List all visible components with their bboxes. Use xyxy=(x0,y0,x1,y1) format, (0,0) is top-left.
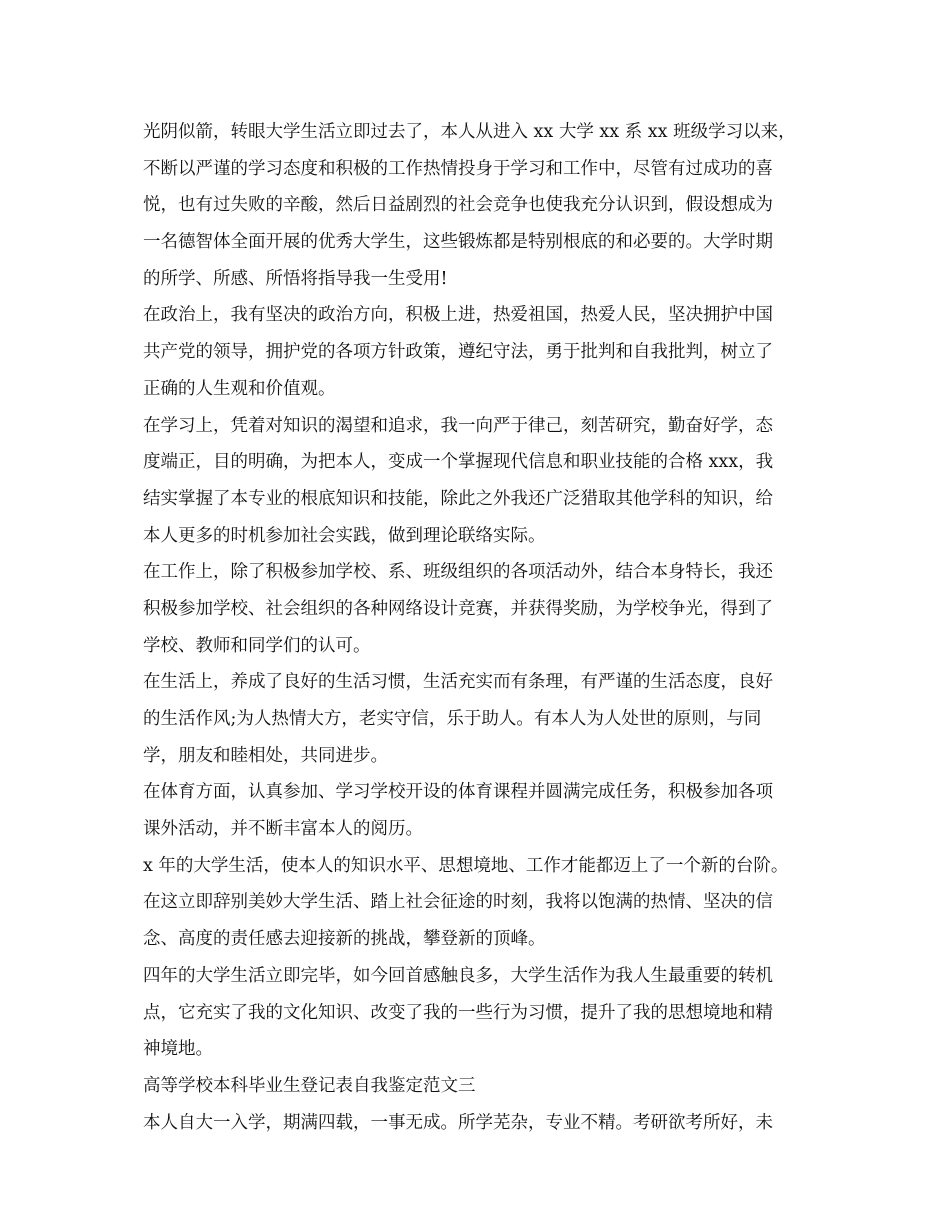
text-line: 度端正，目的明确，为把本人，变成一个掌握现代信息和职业技能的合格 xxx，我 xyxy=(143,452,774,473)
text-line: 念、高度的责任感去迎接新的挑战，攀登新的顶峰。 xyxy=(143,929,546,950)
text-line: 课外活动，并不断丰富本人的阅历。 xyxy=(143,819,423,840)
text-line: 光阴似箭，转眼大学生活立即过去了，本人从进入 xx 大学 xx 系 xx 班级学习以来， xyxy=(143,122,796,142)
text-line: x 年的大学生活，使本人的知识水平、思想境地、工作才能都迈上了一个新的台阶。 xyxy=(143,855,789,876)
text-line: 共产党的领导，拥护党的各项方针政策，遵纪守法，勇于批判和自我批判，树立了 xyxy=(143,342,773,363)
text-line: 结实掌握了本专业的根底知识和技能，除此之外我还广泛猎取其他学科的知识，给 xyxy=(143,488,773,509)
document-body xyxy=(143,114,833,1141)
text-line: 学，朋友和睦相处，共同进步。 xyxy=(143,745,388,766)
text-line: 在政治上，我有坚决的政治方向，积极上进，热爱祖国，热爱人民，坚决拥护中国 xyxy=(143,305,773,326)
text-line: 在体育方面，认真参加、学习学校开设的体育课程并圆满完成任务，积极参加各项 xyxy=(143,782,773,803)
text-line: 点，它充实了我的文化知识、改变了我的一些行为习惯，提升了我的思想境地和精 xyxy=(143,1002,773,1023)
text-line: 本人更多的时机参加社会实践，做到理论联络实际。 xyxy=(143,525,546,546)
text-line: 积极参加学校、社会组织的各种网络设计竞赛，并获得奖励，为学校争光，得到了 xyxy=(143,598,773,619)
text-line: 的生活作风;为人热情大方，老实守信，乐于助人。有本人为人处世的原则，与同 xyxy=(143,709,762,729)
text-line: 一名德智体全面开展的优秀大学生，这些锻炼都是特别根底的和必要的。大学时期 xyxy=(143,232,773,253)
text-line: 神境地。 xyxy=(143,1039,213,1060)
text-line: 正确的人生观和价值观。 xyxy=(143,378,336,399)
text-line: 在生活上，养成了良好的生活习惯，生活充实而有条理，有严谨的生活态度，良好 xyxy=(143,672,773,693)
text-line: 不断以严谨的学习态度和积极的工作热情投身于学习和工作中，尽管有过成功的喜 xyxy=(143,158,773,179)
text-line: 学校、教师和同学们的认可。 xyxy=(143,635,371,656)
text-line: 在学习上，凭着对知识的渴望和追求，我一向严于律己，刻苦研究，勤奋好学，态 xyxy=(143,415,773,436)
text-line: 本人自大一入学，期满四载，一事无成。所学芜杂，专业不精。考研欲考所好，未 xyxy=(143,1112,773,1133)
text-line: 在这立即辞别美妙大学生活、踏上社会征途的时刻，我将以饱满的热情、坚决的信 xyxy=(143,892,773,913)
text-line: 的所学、所感、所悟将指导我一生受用! xyxy=(143,268,448,289)
text-line: 四年的大学生活立即完毕，如今回首感触良多，大学生活作为我人生最重要的转机 xyxy=(143,965,773,986)
section-heading: 高等学校本科毕业生登记表自我鉴定范文三 xyxy=(143,1075,476,1096)
text-line: 在工作上，除了积极参加学校、系、班级组织的各项活动外，结合本身特长，我还 xyxy=(143,562,773,583)
text-line: 悦，也有过失败的辛酸，然后日益剧烈的社会竞争也使我充分认识到，假设想成为 xyxy=(143,195,773,216)
